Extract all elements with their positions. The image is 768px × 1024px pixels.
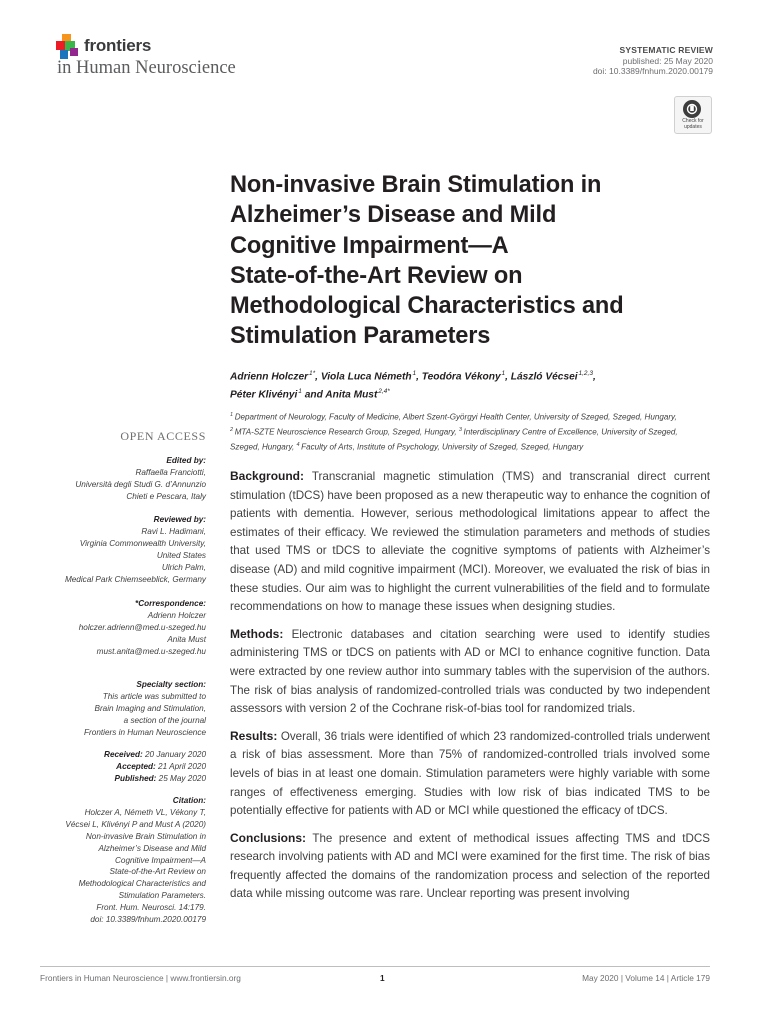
published-line-sidebar: Published: 25 May 2020 bbox=[114, 773, 206, 783]
author-sup: 2,4* bbox=[378, 388, 390, 396]
doi-line[interactable]: doi: 10.3389/fnhum.2020.00179 bbox=[592, 66, 713, 76]
author-sup: 1,2,3 bbox=[578, 370, 593, 377]
citation-line: Stimulation Parameters. bbox=[118, 891, 206, 901]
title-line: Alzheimer’s Disease and Mild bbox=[230, 202, 557, 229]
reviewer-line: Medical Park Chiemseeblick, Germany bbox=[64, 574, 206, 584]
background-label: Background: bbox=[230, 469, 305, 483]
abstract-conclusions bbox=[230, 829, 710, 904]
abstract bbox=[230, 467, 710, 912]
correspondence-name: Adrienn Holczer bbox=[147, 610, 206, 620]
author-sup: 1* bbox=[308, 370, 316, 377]
footer-issue-info: May 2020 | Volume 14 | Article 179 bbox=[582, 973, 710, 983]
article-type: SYSTEMATIC REVIEW bbox=[619, 45, 713, 55]
footer-divider bbox=[40, 966, 710, 967]
dates-block bbox=[40, 749, 206, 785]
edited-by-block bbox=[40, 455, 206, 503]
correspondence-label: *Correspondence: bbox=[135, 599, 206, 608]
citation-line: Alzheimer’s Disease and Mild bbox=[98, 843, 206, 853]
title-line: Stimulation Parameters bbox=[230, 323, 491, 350]
title-line: Methodological Characteristics and bbox=[230, 293, 624, 320]
citation-line: Non-invasive Brain Stimulation in bbox=[85, 831, 206, 841]
abstract-methods bbox=[230, 625, 710, 719]
correspondence-name: Anita Must bbox=[167, 634, 206, 644]
bookmark-icon bbox=[683, 100, 701, 118]
reviewer-line: Virginia Commonwealth University, bbox=[79, 538, 206, 548]
citation-doi[interactable]: doi: 10.3389/fnhum.2020.00179 bbox=[90, 915, 206, 925]
author-sup: 1 bbox=[501, 370, 506, 377]
editor-line: Università degli Studi G. d’Annunzio bbox=[75, 479, 206, 489]
received-line: Received: 20 January 2020 bbox=[104, 750, 206, 759]
specialty-label: Specialty section: bbox=[136, 680, 206, 689]
citation-line: Vécsei L, Klivényi P and Must A (2020) bbox=[65, 819, 206, 829]
page-number: 1 bbox=[380, 973, 385, 983]
correspondence-email[interactable]: must.anita@med.u-szeged.hu bbox=[96, 646, 206, 656]
citation-line: Holczer A, Németh VL, Vékony T, bbox=[84, 807, 206, 817]
citation-label: Citation: bbox=[172, 796, 206, 805]
conclusions-text: The presence and extent of methodical issues affecting TMS and tDCS research involving patients with AD and MCI were examined for the first time. The risk of bias frequently affected the domains of the randomization process and selection of the reported data while missing outcome was rare. Unclear reporting was present involving bbox=[230, 831, 710, 901]
author-name[interactable]: Anita Must bbox=[325, 389, 378, 401]
title-line: State-of-the-Art Review on bbox=[230, 262, 523, 289]
results-text: Overall, 36 trials were identified of which 23 randomized-controlled trials underwent a risk of bias assessment. More than 75% of randomized-controlled trials involved some levels of bias in at least one domain. Stimulation parameters were highly variable with some ranges of effectiveness emerging. Studies with low risk of bias indicated TMS to be potentially effective for patients with AD or MCI while questioned the efficacy of tDCS. bbox=[230, 729, 710, 818]
citation-block bbox=[40, 795, 206, 926]
title-line: Non-invasive Brain Stimulation in bbox=[230, 172, 602, 198]
reviewer-line: United States bbox=[156, 550, 206, 560]
author-name[interactable]: Viola Luca Németh bbox=[320, 371, 412, 383]
specialty-block bbox=[40, 679, 206, 739]
check-badge-line1: Check for bbox=[682, 118, 704, 124]
citation-line: State-of-the-Art Review on bbox=[109, 867, 206, 877]
conclusions-label: Conclusions: bbox=[230, 830, 307, 845]
methods-text: Electronic databases and citation searching were used to identify studies administering TMS or tDCS on patients with AD or MCI to enhance cognitive function. Data were extracted by one review author into summary tables with the supervision of the authors. The risk of bias analysis of randomized-controlled trials was conducted by two independent assessors with version 2 of the Cochrane risk-of-bias tool for randomized trials. bbox=[230, 627, 710, 716]
author-name[interactable]: Adrienn Holczer bbox=[230, 371, 309, 383]
author-list: Adrienn Holczer $^{1*}$, Viola Luca Németh $^1$, Teodóra Vékony $^1$, László Vécsei $^{1,2,3}$, Péter Klivényi $^1$ and Anita Must $^{2,4*}$ bbox=[230, 370, 596, 401]
affiliation-2: MTA-SZTE Neuroscience Research Group, Szeged, Hungary, bbox=[234, 427, 457, 437]
results-label: Results: bbox=[230, 728, 278, 743]
affiliation-4: Faculty of Arts, Institute of Psychology, University of Szeged, Szeged, Hungary bbox=[301, 442, 584, 452]
author-name[interactable]: László Vécsei bbox=[510, 371, 578, 383]
specialty-line: a section of the journal bbox=[123, 715, 206, 725]
affiliation-1: Department of Neurology, Faculty of Medicine, Albert Szent-Györgyi Health Center, University of Szeged, Szeged, Hungary, bbox=[234, 412, 677, 422]
citation-line: Methodological Characteristics and bbox=[78, 879, 206, 889]
accepted-line: Accepted: 21 April 2020 bbox=[116, 761, 206, 771]
check-badge-line2: updates bbox=[684, 123, 702, 130]
author-sup: 1 bbox=[298, 388, 302, 396]
published-line: published: 25 May 2020 bbox=[622, 56, 713, 66]
affiliation-3-cont: Szeged, Hungary, bbox=[230, 442, 295, 452]
editor-line: Chieti e Pescara, Italy bbox=[126, 491, 206, 501]
correspondence-block bbox=[40, 598, 206, 658]
reviewed-by-label: Reviewed by: bbox=[153, 515, 206, 524]
editor-line: Raffaella Franciotti, bbox=[135, 467, 206, 477]
author-name[interactable]: Péter Klivényi bbox=[230, 389, 298, 401]
footer-journal-link[interactable]: Frontiers in Human Neuroscience | www.frontiersin.org bbox=[40, 973, 241, 983]
title-line: Cognitive Impairment—A bbox=[230, 232, 509, 259]
specialty-line: Brain Imaging and Stimulation, bbox=[94, 703, 206, 713]
journal-brand[interactable]: frontiers bbox=[84, 36, 152, 55]
affiliation-3: Interdisciplinary Centre of Excellence, University of Szeged, bbox=[463, 427, 678, 437]
author-name[interactable]: Teodóra Vékony bbox=[421, 371, 501, 383]
check-for-updates-badge[interactable] bbox=[674, 96, 712, 134]
article-title bbox=[230, 170, 700, 352]
reviewed-by-block bbox=[40, 514, 206, 585]
reviewer-line: Ulrich Palm, bbox=[161, 562, 206, 572]
reviewer-line: Ravi L. Hadimani, bbox=[141, 526, 206, 536]
abstract-results bbox=[230, 727, 710, 821]
frontiers-logo-icon[interactable] bbox=[56, 34, 80, 60]
edited-by-label: Edited by: bbox=[166, 456, 206, 465]
background-text: Transcranial magnetic stimulation (TMS) and transcranial direct current stimulation (tDCS) have been proposed as a new therapeutic way to enhance the cognition of patients with dementia. However, serious methodological limitations appear to affect the estimates of their efficacy. We reviewed the stimulation parameters and methods of studies that used TMS or tDCS to alleviate the cognitive symptoms of patients with Alzheimer’s disease (AD) and mild cognitive impairment (MCI). Moreover, we evaluated the risk of bias in these studies. Our aim was to highlight the current vulnerabilities of the field and to formulate recommendations on how to manage these issues when designing studies. bbox=[230, 470, 711, 614]
journal-subtitle[interactable]: in Human Neuroscience bbox=[57, 58, 236, 78]
affiliations: $^1$ Department of Neurology, Faculty of Medicine, Albert Szent-Györgyi Health Center, University of Szeged, Szeged, Hungary, $^2$ MTA-SZTE Neuroscience Research Group, Szeged, Hungary, $^3$ Interdisciplinary Centre of Excellence, University of Szeged, Szeged, Hungary, $^4$ Faculty of Arts, Institute of Psychology, University of Szeged, Szeged, Hungary bbox=[230, 412, 678, 452]
specialty-line: This article was submitted to bbox=[102, 691, 206, 701]
specialty-line: Frontiers in Human Neuroscience bbox=[84, 727, 206, 737]
correspondence-email[interactable]: holczer.adrienn@med.u-szeged.hu bbox=[78, 622, 206, 632]
abstract-background bbox=[230, 467, 710, 617]
methods-label: Methods: bbox=[230, 626, 284, 641]
author-sup: 1 bbox=[412, 370, 417, 377]
citation-line: Cognitive Impairment—A bbox=[114, 855, 206, 865]
citation-line: Front. Hum. Neurosci. 14:179. bbox=[96, 903, 206, 913]
open-access-label: OPEN ACCESS bbox=[120, 429, 206, 443]
